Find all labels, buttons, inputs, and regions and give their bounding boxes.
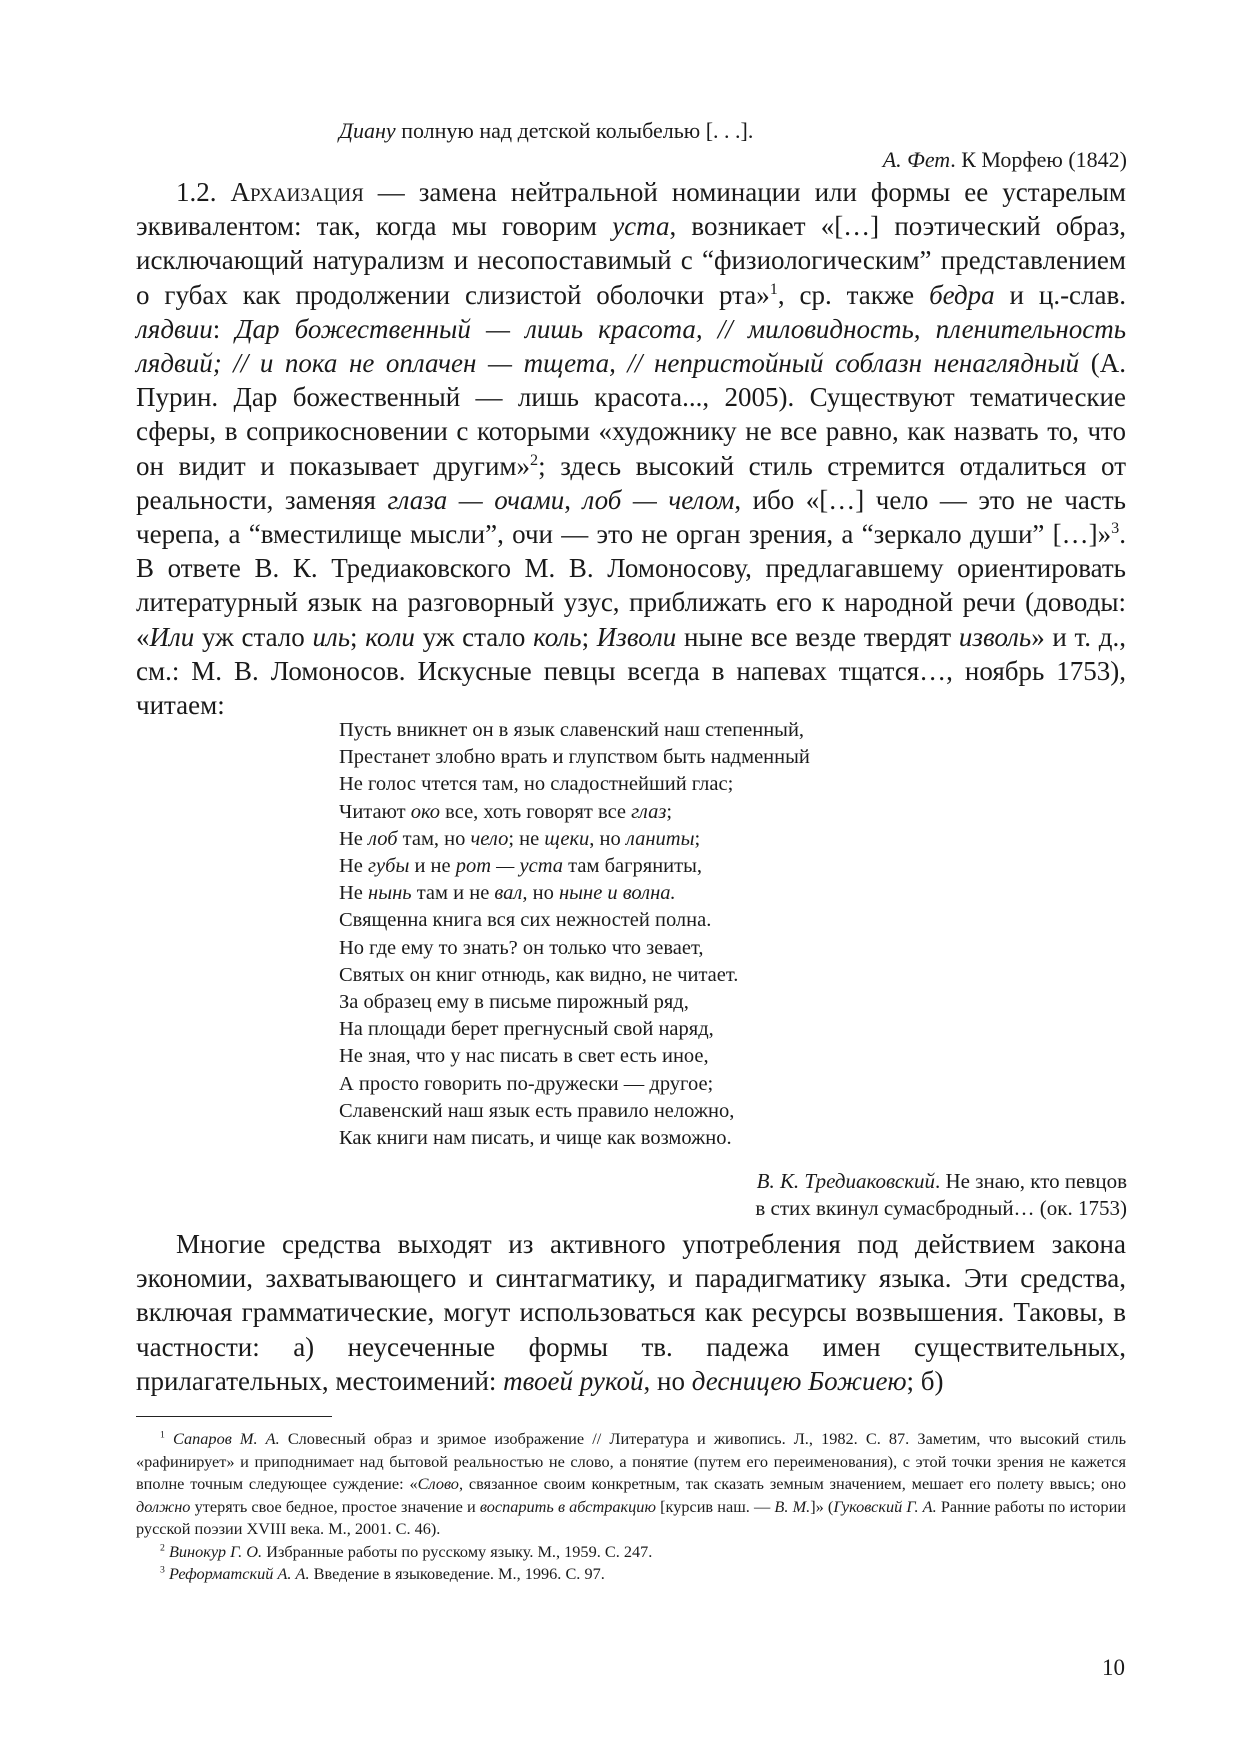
verse-line: [339, 853, 810, 880]
text-run: Но где ему то знать? он только что зевает,: [339, 936, 704, 959]
text-run: . В ответе В. К. Тредиаковского М. В. Ломоносову, предлагавшему ориентировать литературный язык на разговорный узус, приближать его к народной речи (доводы: «: [136, 519, 1126, 652]
italic-run: Слово: [417, 1474, 459, 1493]
italic-run: должно: [136, 1496, 191, 1516]
text-run: Не: [339, 882, 369, 905]
text-run: там багряниты,: [563, 855, 702, 878]
italic-run: губы: [368, 855, 410, 878]
italic-run: бедра: [929, 279, 995, 310]
text-run: , ибо «[…] чело — это не часть черепа, а “вместилище мысли”, очи — это не орган зрения, а “зеркало души” […]»: [136, 484, 1126, 550]
paragraph-body-2: [136, 1227, 1126, 1398]
text-run: Престанет злобно врать и глупством быть надменный: [339, 746, 810, 769]
italic-run: Сапаров М. А.: [173, 1429, 280, 1448]
text-run: ; б): [906, 1365, 944, 1396]
text-run: ;: [666, 800, 673, 823]
text-run: уж стало: [194, 621, 313, 652]
verse-line: [339, 771, 810, 798]
verse-line: [339, 1071, 810, 1098]
italic-run: глаза — очами: [387, 484, 565, 515]
verse-quote: [339, 717, 810, 1152]
text-run: Не: [339, 827, 369, 850]
footnote-3: [136, 1563, 1126, 1586]
verse-line: [339, 962, 810, 989]
italic-run: лоб: [368, 827, 398, 850]
text-run: но: [527, 882, 559, 905]
epigraph-line: [339, 118, 753, 144]
text-run: и ц.-слав.: [994, 279, 1127, 310]
text-run: , но: [643, 1365, 692, 1396]
text-run: А просто говорить по-дружески — другое;: [339, 1072, 714, 1095]
verse-line: [339, 880, 810, 907]
text-run: ;: [581, 621, 597, 652]
paragraph-runs: [136, 177, 1126, 720]
italic-run: Изволи: [596, 621, 677, 652]
italic-run: ланиты: [625, 827, 695, 850]
italic-run: твоей рукой: [503, 1365, 644, 1396]
italic-run: Реформатский А. А.: [168, 1564, 310, 1583]
verse-line: [339, 1016, 810, 1043]
italic-run: воспарить в абстракцию: [479, 1496, 656, 1516]
text-run: все, хоть говорят все: [440, 800, 632, 823]
text-run: Читают: [339, 800, 411, 823]
verse-attribution-line-1: [755, 1168, 1127, 1195]
italic-run: лядвии: [136, 313, 213, 344]
italic-run: нынь: [368, 882, 412, 905]
italic-run: рот — уста: [455, 855, 564, 878]
text-run: На площади берет прегнусный свой наряд,: [339, 1018, 714, 1041]
text-run: ;: [350, 621, 366, 652]
italic-run: око: [410, 800, 441, 823]
text-run: , связанное своим конкретным, так сказать земным значением, мешает его полету ввысь; оно: [458, 1474, 1126, 1493]
footnote-1: [136, 1428, 1126, 1541]
footnote-separator: [136, 1416, 332, 1417]
italic-run: Гуковский Г. А.: [833, 1496, 937, 1516]
italic-run: десницею Божиею: [691, 1365, 907, 1396]
text-run: ныне все везде твердят: [676, 621, 959, 652]
text-run: утерять свое бедное, простое значение и: [190, 1496, 480, 1516]
text-run: Введение в языковедение. М., 1996. С. 97.: [309, 1564, 605, 1583]
text-run: ]» (: [810, 1496, 834, 1516]
text-run: там, но: [397, 827, 471, 850]
footnote-2: [136, 1541, 1126, 1564]
footnote-ref: 2: [530, 450, 539, 469]
italic-run: уста: [612, 211, 670, 242]
text-run: Не зная, что у нас писать в свет есть иное,: [339, 1045, 709, 1068]
footnote-ref: 1: [160, 1429, 165, 1441]
verse-line: [339, 1125, 810, 1152]
text-run: ,: [564, 484, 583, 515]
italic-run: Винокур Г. О.: [168, 1541, 263, 1561]
footnote-ref: 1: [769, 279, 778, 298]
text-run: Как книги нам писать, и чище как возможно.: [339, 1127, 732, 1150]
text-run: :: [212, 313, 236, 344]
verse-line: [339, 799, 810, 826]
text-run: (А. Пурин. Дар божественный — лишь красота..., 2005). Существуют тематические сферы, в соприкосновении с которыми «художнику не все равно, как назвать то, что он видит и показывает другим»: [136, 348, 1126, 481]
text-run: ; здесь высокий стиль стремится отдалиться от реальности, заменяя: [136, 450, 1127, 515]
text-run: [165, 1429, 173, 1448]
text-run: Священна книга вся сих нежностей полна.: [339, 909, 712, 932]
verse-attribution-line-2: в стих вкинул сумасбродный… (ок. 1753): [755, 1196, 1127, 1220]
text-run: » и т. д., см.: М. В. Ломоносов. Искусные певцы всегда в напевах тщатся…, ноябрь 1753), читаем:: [136, 621, 1126, 721]
text-run: , но: [589, 827, 626, 850]
italic-run: ныне и волна.: [558, 882, 676, 905]
italic-run: вал,: [494, 882, 528, 905]
section-number: 1.2.: [176, 177, 231, 207]
footnote-ref: 3: [160, 1564, 165, 1576]
text-run: и не: [409, 855, 456, 878]
italic-run: изволь: [958, 621, 1032, 652]
epigraph-attribution: [883, 147, 1127, 173]
text-run: Многие средства выходят из активного употребления под действием закона экономии, захватывающего и синтагматику, и парадигматику языка. Эти средства, включая грамматические, могут использоваться как ресурсы возвышения. Таковы, в частности: а) неусеченные формы тв. падежа имен существительных, прилагательных, местоимений:: [136, 1229, 1126, 1396]
text-run: Не голос чтется там, но сладостнейший глас;: [339, 773, 734, 796]
italic-run: иль: [312, 621, 351, 652]
footnote-ref: 2: [160, 1542, 165, 1554]
epigraph-work: . К Морфею (1842): [950, 147, 1127, 172]
verse-line: [339, 826, 810, 853]
section-term: Архаизация: [230, 177, 364, 207]
italic-run: коли: [365, 621, 415, 652]
text-run: ; не: [508, 827, 545, 850]
text-run: ;: [694, 827, 701, 850]
text-run: Ранние работы по истории русской поэзии XVIII века. М., 2001. С. 46).: [136, 1496, 1126, 1538]
epigraph-text: полную над детской колыбелью [. . .].: [395, 118, 754, 143]
epigraph-author: А. Фет: [882, 147, 951, 172]
paragraph-archaization: [136, 175, 1126, 722]
verse-line: [339, 907, 810, 934]
paragraph-means: [136, 1227, 1126, 1398]
verse-author: В. К. Тредиаковский: [756, 1169, 936, 1193]
footnotes: [136, 1428, 1126, 1586]
verse-line: [339, 989, 810, 1016]
text-run: там и не: [411, 882, 495, 905]
italic-run: Дар божественный — лишь красота, // миловидность, пленительность лядвий; // и пока не оплачен — тщета, // непристойный соблазн ненаглядный: [136, 313, 1126, 379]
text-run: Святых он книг отнюдь, как видно, не читает.: [339, 963, 739, 986]
footnote-ref: 3: [1111, 519, 1120, 538]
italic-run: коль: [533, 621, 582, 652]
verse-line: [339, 1098, 810, 1125]
text-run: , ср. также: [777, 279, 930, 310]
italic-run: глаз: [631, 800, 667, 823]
page-number: 10: [1102, 1655, 1125, 1680]
text-run: — замена нейтральной номинации или формы ее устарелым эквивалентом: так, когда мы говорим: [136, 177, 1126, 242]
verse-line: [339, 935, 810, 962]
verse-attribution: [755, 1168, 1127, 1222]
text-run: уж стало: [414, 621, 534, 652]
verse-line: [339, 1043, 810, 1070]
italic-run: лоб — челом: [582, 484, 735, 515]
text-run: [курсив наш. —: [655, 1496, 775, 1516]
text-run: За образец ему в письме пирожный ряд,: [339, 991, 689, 1014]
verse-work: . Не знаю, кто певцов: [935, 1169, 1127, 1193]
verse-line: [339, 717, 810, 744]
italic-run: В. М.: [774, 1496, 811, 1516]
text-run: Пусть вникнет он в язык славенский наш степенный,: [339, 719, 805, 741]
italic-run: щеки: [544, 827, 590, 850]
text-run: Славенский наш язык есть правило неложно,: [339, 1099, 735, 1122]
text-run: Словесный образ и зримое изображение // Литература и живопись. Л., 1982. С. 87. Заметим, что высокий стиль «рафинирует» и приподнимает над бытовой реальностью не слово, а понятие (путем его переименования), с этой точки зрения не кажется вполне точным следующее суждение: «: [136, 1429, 1127, 1493]
text-run: Избранные работы по русскому языку. М., 1959. С. 247.: [262, 1541, 653, 1561]
section-body: [136, 175, 1126, 722]
verse-line: [339, 744, 810, 771]
text-run: Не: [339, 855, 369, 878]
epigraph-italic-word: Диану: [339, 118, 396, 143]
text-run: , возникает «[…] поэтический образ, исключающий натурализм и несопоставимый с “физиологическим” представлением о губах как продолжении слизистой оболочки рта»: [136, 211, 1126, 310]
italic-run: чело: [470, 827, 509, 850]
italic-run: Или: [149, 621, 195, 652]
